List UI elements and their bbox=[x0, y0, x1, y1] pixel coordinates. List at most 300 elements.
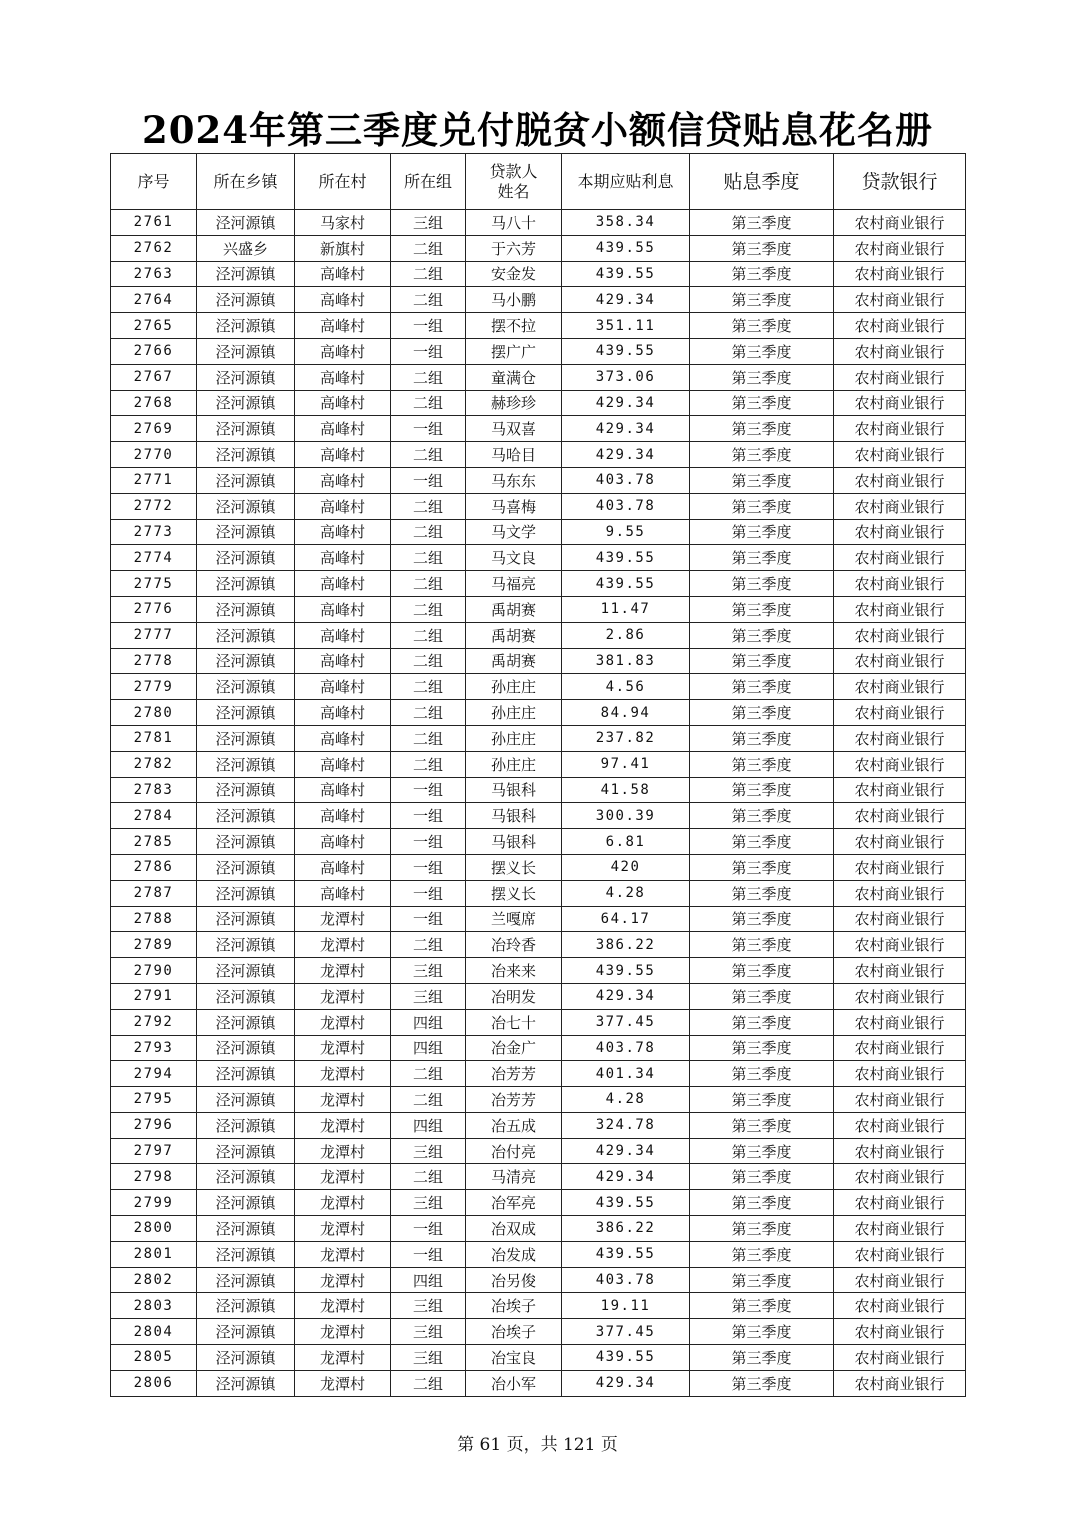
header-interest: 本期应贴利息 bbox=[562, 154, 690, 210]
cell-interest: 381.83 bbox=[562, 648, 690, 674]
cell-name: 马银科 bbox=[466, 829, 562, 855]
roster-table bbox=[110, 153, 966, 1397]
cell-name: 冶玲香 bbox=[466, 932, 562, 958]
cell-seq: 2803 bbox=[111, 1293, 197, 1319]
cell-quarter: 第三季度 bbox=[690, 1370, 834, 1396]
cell-village: 高峰村 bbox=[295, 674, 391, 700]
cell-town: 泾河源镇 bbox=[197, 958, 295, 984]
cell-village: 龙潭村 bbox=[295, 932, 391, 958]
table-row bbox=[111, 364, 966, 390]
cell-name: 于六芳 bbox=[466, 235, 562, 261]
cell-town: 泾河源镇 bbox=[197, 338, 295, 364]
cell-village: 龙潭村 bbox=[295, 1035, 391, 1061]
cell-group: 三组 bbox=[391, 1319, 466, 1345]
cell-bank: 农村商业银行 bbox=[834, 1164, 966, 1190]
cell-village: 高峰村 bbox=[295, 725, 391, 751]
table-row bbox=[111, 700, 966, 726]
cell-bank: 农村商业银行 bbox=[834, 493, 966, 519]
cell-bank: 农村商业银行 bbox=[834, 364, 966, 390]
cell-quarter: 第三季度 bbox=[690, 1216, 834, 1242]
cell-quarter: 第三季度 bbox=[690, 777, 834, 803]
cell-seq: 2791 bbox=[111, 983, 197, 1009]
table-row bbox=[111, 210, 966, 236]
cell-group: 三组 bbox=[391, 958, 466, 984]
cell-village: 高峰村 bbox=[295, 416, 391, 442]
cell-seq: 2768 bbox=[111, 390, 197, 416]
cell-name: 兰嘎席 bbox=[466, 906, 562, 932]
cell-name: 冶军亮 bbox=[466, 1190, 562, 1216]
cell-interest: 429.34 bbox=[562, 287, 690, 313]
table-row bbox=[111, 674, 966, 700]
cell-interest: 439.55 bbox=[562, 571, 690, 597]
header-quarter: 贴息季度 bbox=[690, 154, 834, 210]
cell-quarter: 第三季度 bbox=[690, 622, 834, 648]
cell-seq: 2788 bbox=[111, 906, 197, 932]
table-row bbox=[111, 1293, 966, 1319]
page-footer: 第 61 页，共 121 页 bbox=[457, 1435, 618, 1455]
cell-name: 摆广广 bbox=[466, 338, 562, 364]
cell-town: 泾河源镇 bbox=[197, 829, 295, 855]
cell-group: 一组 bbox=[391, 467, 466, 493]
cell-village: 高峰村 bbox=[295, 364, 391, 390]
table-row bbox=[111, 803, 966, 829]
cell-name: 摆义长 bbox=[466, 854, 562, 880]
cell-town: 泾河源镇 bbox=[197, 261, 295, 287]
cell-quarter: 第三季度 bbox=[690, 932, 834, 958]
cell-seq: 2794 bbox=[111, 1061, 197, 1087]
cell-interest: 439.55 bbox=[562, 545, 690, 571]
table-row bbox=[111, 416, 966, 442]
cell-seq: 2806 bbox=[111, 1370, 197, 1396]
cell-group: 一组 bbox=[391, 416, 466, 442]
cell-quarter: 第三季度 bbox=[690, 854, 834, 880]
cell-name: 马清亮 bbox=[466, 1164, 562, 1190]
cell-town: 泾河源镇 bbox=[197, 648, 295, 674]
cell-town: 泾河源镇 bbox=[197, 1164, 295, 1190]
cell-name: 冶埃子 bbox=[466, 1319, 562, 1345]
table-row bbox=[111, 648, 966, 674]
cell-quarter: 第三季度 bbox=[690, 1112, 834, 1138]
cell-seq: 2762 bbox=[111, 235, 197, 261]
cell-group: 二组 bbox=[391, 545, 466, 571]
cell-bank: 农村商业银行 bbox=[834, 338, 966, 364]
cell-group: 四组 bbox=[391, 1267, 466, 1293]
table-row bbox=[111, 235, 966, 261]
cell-name: 安金发 bbox=[466, 261, 562, 287]
cell-quarter: 第三季度 bbox=[690, 648, 834, 674]
cell-bank: 农村商业银行 bbox=[834, 1293, 966, 1319]
cell-bank: 农村商业银行 bbox=[834, 442, 966, 468]
cell-bank: 农村商业银行 bbox=[834, 1216, 966, 1242]
cell-quarter: 第三季度 bbox=[690, 983, 834, 1009]
cell-village: 龙潭村 bbox=[295, 1061, 391, 1087]
cell-interest: 351.11 bbox=[562, 313, 690, 339]
cell-name: 禹胡赛 bbox=[466, 648, 562, 674]
cell-seq: 2776 bbox=[111, 596, 197, 622]
cell-quarter: 第三季度 bbox=[690, 571, 834, 597]
cell-town: 泾河源镇 bbox=[197, 1009, 295, 1035]
cell-town: 泾河源镇 bbox=[197, 287, 295, 313]
cell-seq: 2774 bbox=[111, 545, 197, 571]
cell-group: 二组 bbox=[391, 674, 466, 700]
cell-quarter: 第三季度 bbox=[690, 1087, 834, 1113]
table-row bbox=[111, 906, 966, 932]
cell-bank: 农村商业银行 bbox=[834, 880, 966, 906]
cell-interest: 429.34 bbox=[562, 1370, 690, 1396]
cell-village: 高峰村 bbox=[295, 545, 391, 571]
table-row bbox=[111, 751, 966, 777]
cell-town: 泾河源镇 bbox=[197, 210, 295, 236]
cell-seq: 2790 bbox=[111, 958, 197, 984]
cell-group: 二组 bbox=[391, 622, 466, 648]
cell-name: 马喜梅 bbox=[466, 493, 562, 519]
cell-bank: 农村商业银行 bbox=[834, 777, 966, 803]
cell-seq: 2793 bbox=[111, 1035, 197, 1061]
cell-town: 泾河源镇 bbox=[197, 545, 295, 571]
cell-interest: 439.55 bbox=[562, 338, 690, 364]
cell-village: 龙潭村 bbox=[295, 1293, 391, 1319]
cell-quarter: 第三季度 bbox=[690, 1319, 834, 1345]
cell-quarter: 第三季度 bbox=[690, 1241, 834, 1267]
cell-interest: 401.34 bbox=[562, 1061, 690, 1087]
cell-interest: 358.34 bbox=[562, 210, 690, 236]
cell-village: 龙潭村 bbox=[295, 1216, 391, 1242]
cell-group: 三组 bbox=[391, 983, 466, 1009]
table-row bbox=[111, 545, 966, 571]
cell-bank: 农村商业银行 bbox=[834, 467, 966, 493]
cell-name: 禹胡赛 bbox=[466, 622, 562, 648]
table-row bbox=[111, 442, 966, 468]
cell-interest: 41.58 bbox=[562, 777, 690, 803]
cell-name: 冶芳芳 bbox=[466, 1061, 562, 1087]
cell-group: 一组 bbox=[391, 313, 466, 339]
cell-bank: 农村商业银行 bbox=[834, 1267, 966, 1293]
cell-group: 二组 bbox=[391, 751, 466, 777]
cell-village: 龙潭村 bbox=[295, 1190, 391, 1216]
cell-interest: 439.55 bbox=[562, 1190, 690, 1216]
cell-interest: 429.34 bbox=[562, 1164, 690, 1190]
cell-group: 二组 bbox=[391, 725, 466, 751]
table-row bbox=[111, 519, 966, 545]
cell-bank: 农村商业银行 bbox=[834, 545, 966, 571]
header-name-text: 贷款人姓名 bbox=[489, 161, 538, 201]
header-bank: 贷款银行 bbox=[834, 154, 966, 210]
cell-quarter: 第三季度 bbox=[690, 442, 834, 468]
cell-village: 龙潭村 bbox=[295, 983, 391, 1009]
cell-interest: 429.34 bbox=[562, 983, 690, 1009]
cell-village: 龙潭村 bbox=[295, 1164, 391, 1190]
cell-quarter: 第三季度 bbox=[690, 467, 834, 493]
cell-bank: 农村商业银行 bbox=[834, 261, 966, 287]
cell-town: 泾河源镇 bbox=[197, 880, 295, 906]
cell-town: 泾河源镇 bbox=[197, 519, 295, 545]
cell-seq: 2798 bbox=[111, 1164, 197, 1190]
cell-name: 冶七十 bbox=[466, 1009, 562, 1035]
cell-seq: 2777 bbox=[111, 622, 197, 648]
cell-interest: 429.34 bbox=[562, 442, 690, 468]
table-row bbox=[111, 467, 966, 493]
cell-town: 泾河源镇 bbox=[197, 854, 295, 880]
cell-group: 三组 bbox=[391, 1345, 466, 1371]
cell-village: 龙潭村 bbox=[295, 1138, 391, 1164]
roster-body bbox=[111, 210, 966, 1397]
cell-seq: 2804 bbox=[111, 1319, 197, 1345]
cell-quarter: 第三季度 bbox=[690, 700, 834, 726]
cell-town: 泾河源镇 bbox=[197, 777, 295, 803]
cell-village: 高峰村 bbox=[295, 493, 391, 519]
cell-town: 泾河源镇 bbox=[197, 313, 295, 339]
cell-quarter: 第三季度 bbox=[690, 235, 834, 261]
cell-name: 马小鹏 bbox=[466, 287, 562, 313]
table-row bbox=[111, 725, 966, 751]
cell-town: 泾河源镇 bbox=[197, 493, 295, 519]
cell-quarter: 第三季度 bbox=[690, 416, 834, 442]
cell-bank: 农村商业银行 bbox=[834, 803, 966, 829]
cell-group: 二组 bbox=[391, 700, 466, 726]
table-row bbox=[111, 287, 966, 313]
cell-interest: 403.78 bbox=[562, 1267, 690, 1293]
header-village: 所在村 bbox=[295, 154, 391, 210]
cell-group: 四组 bbox=[391, 1035, 466, 1061]
cell-name: 冶埃子 bbox=[466, 1293, 562, 1319]
cell-group: 一组 bbox=[391, 829, 466, 855]
cell-seq: 2785 bbox=[111, 829, 197, 855]
cell-bank: 农村商业银行 bbox=[834, 983, 966, 1009]
cell-name: 马双喜 bbox=[466, 416, 562, 442]
cell-town: 泾河源镇 bbox=[197, 1293, 295, 1319]
cell-name: 冶发成 bbox=[466, 1241, 562, 1267]
cell-quarter: 第三季度 bbox=[690, 829, 834, 855]
cell-seq: 2796 bbox=[111, 1112, 197, 1138]
cell-seq: 2772 bbox=[111, 493, 197, 519]
cell-seq: 2779 bbox=[111, 674, 197, 700]
table-row bbox=[111, 854, 966, 880]
cell-interest: 373.06 bbox=[562, 364, 690, 390]
cell-quarter: 第三季度 bbox=[690, 1293, 834, 1319]
cell-village: 龙潭村 bbox=[295, 1087, 391, 1113]
cell-name: 冶五成 bbox=[466, 1112, 562, 1138]
cell-name: 孙庄庄 bbox=[466, 700, 562, 726]
cell-village: 龙潭村 bbox=[295, 906, 391, 932]
cell-town: 泾河源镇 bbox=[197, 467, 295, 493]
table-row bbox=[111, 1009, 966, 1035]
cell-town: 泾河源镇 bbox=[197, 442, 295, 468]
cell-bank: 农村商业银行 bbox=[834, 906, 966, 932]
cell-village: 高峰村 bbox=[295, 287, 391, 313]
cell-interest: 386.22 bbox=[562, 1216, 690, 1242]
cell-name: 赫珍珍 bbox=[466, 390, 562, 416]
cell-town: 泾河源镇 bbox=[197, 1241, 295, 1267]
cell-seq: 2802 bbox=[111, 1267, 197, 1293]
cell-interest: 324.78 bbox=[562, 1112, 690, 1138]
cell-name: 摆义长 bbox=[466, 880, 562, 906]
cell-quarter: 第三季度 bbox=[690, 596, 834, 622]
cell-bank: 农村商业银行 bbox=[834, 1190, 966, 1216]
cell-name: 冶明发 bbox=[466, 983, 562, 1009]
cell-seq: 2770 bbox=[111, 442, 197, 468]
cell-group: 三组 bbox=[391, 1293, 466, 1319]
cell-bank: 农村商业银行 bbox=[834, 958, 966, 984]
cell-bank: 农村商业银行 bbox=[834, 519, 966, 545]
cell-town: 泾河源镇 bbox=[197, 622, 295, 648]
cell-town: 泾河源镇 bbox=[197, 1190, 295, 1216]
cell-interest: 6.81 bbox=[562, 829, 690, 855]
cell-group: 三组 bbox=[391, 1190, 466, 1216]
cell-bank: 农村商业银行 bbox=[834, 1370, 966, 1396]
cell-seq: 2763 bbox=[111, 261, 197, 287]
table-row bbox=[111, 1216, 966, 1242]
cell-village: 高峰村 bbox=[295, 519, 391, 545]
cell-name: 冶来来 bbox=[466, 958, 562, 984]
cell-bank: 农村商业银行 bbox=[834, 648, 966, 674]
cell-name: 马东东 bbox=[466, 467, 562, 493]
header-row bbox=[111, 154, 966, 210]
cell-interest: 19.11 bbox=[562, 1293, 690, 1319]
cell-interest: 420 bbox=[562, 854, 690, 880]
table-row bbox=[111, 1087, 966, 1113]
cell-village: 龙潭村 bbox=[295, 1345, 391, 1371]
cell-town: 泾河源镇 bbox=[197, 725, 295, 751]
cell-town: 泾河源镇 bbox=[197, 803, 295, 829]
cell-town: 泾河源镇 bbox=[197, 390, 295, 416]
cell-name: 马文学 bbox=[466, 519, 562, 545]
cell-group: 一组 bbox=[391, 777, 466, 803]
cell-quarter: 第三季度 bbox=[690, 1267, 834, 1293]
cell-seq: 2787 bbox=[111, 880, 197, 906]
cell-village: 高峰村 bbox=[295, 751, 391, 777]
cell-quarter: 第三季度 bbox=[690, 493, 834, 519]
cell-town: 泾河源镇 bbox=[197, 1087, 295, 1113]
cell-village: 龙潭村 bbox=[295, 1009, 391, 1035]
cell-name: 马哈目 bbox=[466, 442, 562, 468]
cell-village: 高峰村 bbox=[295, 313, 391, 339]
cell-group: 三组 bbox=[391, 210, 466, 236]
cell-village: 高峰村 bbox=[295, 829, 391, 855]
cell-bank: 农村商业银行 bbox=[834, 725, 966, 751]
cell-group: 二组 bbox=[391, 648, 466, 674]
cell-seq: 2795 bbox=[111, 1087, 197, 1113]
cell-group: 二组 bbox=[391, 932, 466, 958]
cell-quarter: 第三季度 bbox=[690, 390, 834, 416]
cell-bank: 农村商业银行 bbox=[834, 622, 966, 648]
cell-group: 二组 bbox=[391, 596, 466, 622]
cell-town: 泾河源镇 bbox=[197, 1061, 295, 1087]
cell-interest: 4.56 bbox=[562, 674, 690, 700]
cell-town: 泾河源镇 bbox=[197, 1267, 295, 1293]
cell-quarter: 第三季度 bbox=[690, 1164, 834, 1190]
cell-interest: 429.34 bbox=[562, 1138, 690, 1164]
table-row bbox=[111, 313, 966, 339]
cell-seq: 2797 bbox=[111, 1138, 197, 1164]
cell-bank: 农村商业银行 bbox=[834, 287, 966, 313]
cell-seq: 2766 bbox=[111, 338, 197, 364]
cell-group: 一组 bbox=[391, 1216, 466, 1242]
cell-bank: 农村商业银行 bbox=[834, 1087, 966, 1113]
cell-quarter: 第三季度 bbox=[690, 210, 834, 236]
cell-group: 四组 bbox=[391, 1112, 466, 1138]
cell-interest: 439.55 bbox=[562, 235, 690, 261]
header-town: 所在乡镇 bbox=[197, 154, 295, 210]
cell-group: 四组 bbox=[391, 1009, 466, 1035]
cell-quarter: 第三季度 bbox=[690, 958, 834, 984]
cell-name: 禹胡赛 bbox=[466, 596, 562, 622]
table-row bbox=[111, 1112, 966, 1138]
cell-village: 高峰村 bbox=[295, 390, 391, 416]
cell-town: 泾河源镇 bbox=[197, 1216, 295, 1242]
cell-quarter: 第三季度 bbox=[690, 545, 834, 571]
cell-interest: 429.34 bbox=[562, 416, 690, 442]
cell-quarter: 第三季度 bbox=[690, 364, 834, 390]
cell-quarter: 第三季度 bbox=[690, 338, 834, 364]
cell-village: 高峰村 bbox=[295, 700, 391, 726]
cell-town: 泾河源镇 bbox=[197, 1112, 295, 1138]
cell-seq: 2783 bbox=[111, 777, 197, 803]
cell-interest: 64.17 bbox=[562, 906, 690, 932]
cell-bank: 农村商业银行 bbox=[834, 235, 966, 261]
cell-group: 二组 bbox=[391, 364, 466, 390]
cell-name: 孙庄庄 bbox=[466, 725, 562, 751]
cell-bank: 农村商业银行 bbox=[834, 1345, 966, 1371]
cell-town: 泾河源镇 bbox=[197, 1319, 295, 1345]
cell-village: 高峰村 bbox=[295, 622, 391, 648]
cell-quarter: 第三季度 bbox=[690, 751, 834, 777]
cell-interest: 403.78 bbox=[562, 1035, 690, 1061]
cell-quarter: 第三季度 bbox=[690, 725, 834, 751]
cell-seq: 2805 bbox=[111, 1345, 197, 1371]
cell-interest: 439.55 bbox=[562, 261, 690, 287]
cell-interest: 97.41 bbox=[562, 751, 690, 777]
cell-village: 新旗村 bbox=[295, 235, 391, 261]
table-row bbox=[111, 1267, 966, 1293]
cell-bank: 农村商业银行 bbox=[834, 700, 966, 726]
cell-seq: 2801 bbox=[111, 1241, 197, 1267]
cell-name: 冶另俊 bbox=[466, 1267, 562, 1293]
table-row bbox=[111, 261, 966, 287]
cell-interest: 237.82 bbox=[562, 725, 690, 751]
cell-seq: 2771 bbox=[111, 467, 197, 493]
cell-bank: 农村商业银行 bbox=[834, 210, 966, 236]
cell-village: 高峰村 bbox=[295, 261, 391, 287]
cell-seq: 2775 bbox=[111, 571, 197, 597]
cell-name: 孙庄庄 bbox=[466, 751, 562, 777]
table-row bbox=[111, 1319, 966, 1345]
cell-bank: 农村商业银行 bbox=[834, 571, 966, 597]
cell-seq: 2778 bbox=[111, 648, 197, 674]
cell-bank: 农村商业银行 bbox=[834, 751, 966, 777]
cell-seq: 2767 bbox=[111, 364, 197, 390]
cell-name: 冶金广 bbox=[466, 1035, 562, 1061]
cell-village: 高峰村 bbox=[295, 596, 391, 622]
table-row bbox=[111, 1190, 966, 1216]
table-row bbox=[111, 1138, 966, 1164]
cell-town: 泾河源镇 bbox=[197, 1370, 295, 1396]
cell-seq: 2782 bbox=[111, 751, 197, 777]
cell-name: 童满仓 bbox=[466, 364, 562, 390]
cell-name: 马银科 bbox=[466, 803, 562, 829]
cell-village: 高峰村 bbox=[295, 442, 391, 468]
cell-village: 龙潭村 bbox=[295, 1370, 391, 1396]
cell-quarter: 第三季度 bbox=[690, 1009, 834, 1035]
cell-name: 孙庄庄 bbox=[466, 674, 562, 700]
cell-bank: 农村商业银行 bbox=[834, 1009, 966, 1035]
cell-interest: 377.45 bbox=[562, 1319, 690, 1345]
cell-interest: 9.55 bbox=[562, 519, 690, 545]
cell-name: 冶付亮 bbox=[466, 1138, 562, 1164]
cell-interest: 2.86 bbox=[562, 622, 690, 648]
cell-interest: 386.22 bbox=[562, 932, 690, 958]
cell-town: 泾河源镇 bbox=[197, 983, 295, 1009]
cell-bank: 农村商业银行 bbox=[834, 1112, 966, 1138]
